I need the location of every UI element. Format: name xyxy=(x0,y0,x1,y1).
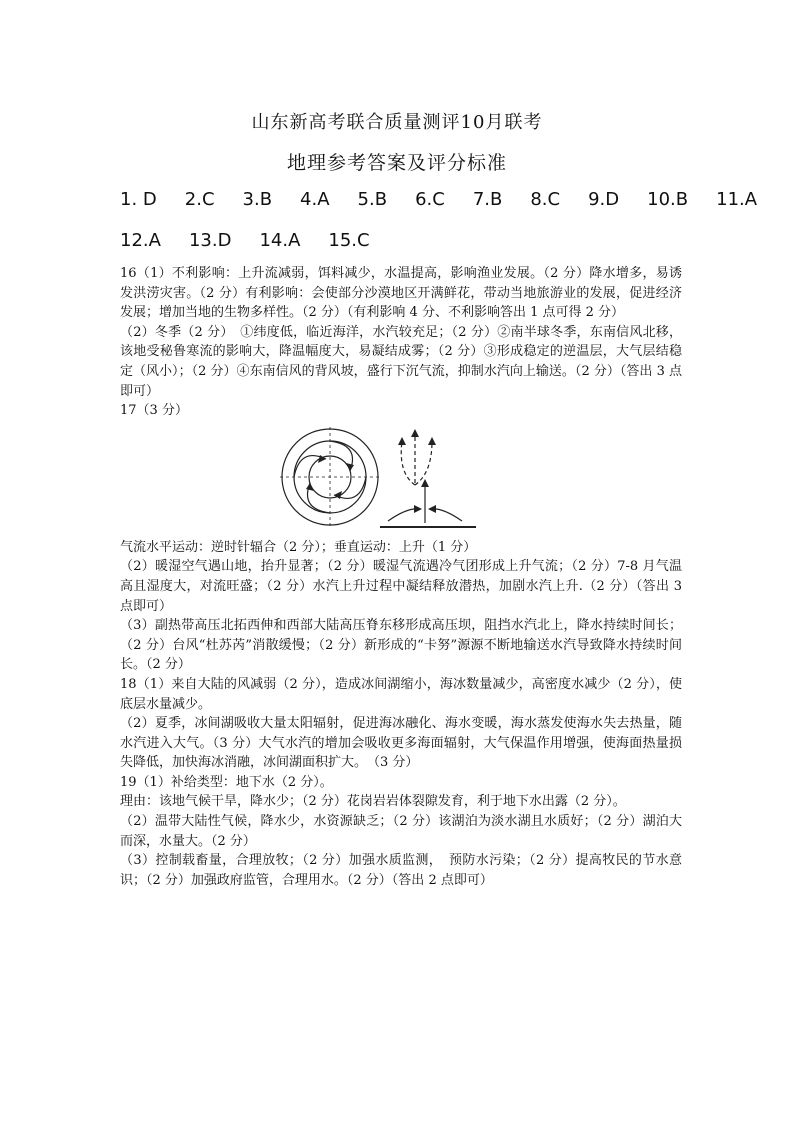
vertical-uplift-diagram xyxy=(380,433,476,527)
page-title: 山东新高考联合质量测评10月联考 xyxy=(251,112,543,133)
answer-key-row-2 xyxy=(120,230,398,251)
answer-item: 11.A xyxy=(716,189,758,210)
q19-part3: （3）控制载畜量，合理放牧；（2 分）加强水质监测， 预防水污染；（2 分）提高牧民的节水意识；（2 分）加强政府监管，合理用水。（2 分）（答出 2 点即可） xyxy=(120,853,682,888)
q17-part2: （2）暖湿空气遇山地，抬升显著；（2 分）暖湿气流遇冷气团形成上升气流；（2 分）7-8 月气温高且湿度大，对流旺盛；（2 分）水汽上升过程中凝结释放潜热，加剧水汽上升.（2 分）（答出 3 点即可） xyxy=(120,559,682,614)
q18-part2: （2）夏季，冰间湖吸收大量太阳辐射，促进海冰融化、海水变暖，海水蒸发使海水失去热量，随水汽进入大气。（3 分）大气水汽的增加会吸收更多海面辐射，大气保温作用增强，使海面热量损失降低，加快海冰消融，冰间湖面积扩大。 （3 分） xyxy=(120,716,682,771)
horizontal-convergence-diagram xyxy=(280,427,380,527)
answer-item: 4.A xyxy=(300,189,330,210)
answer-item: 8.C xyxy=(530,189,561,210)
q16-part1: 16（1）不利影响：上升流减弱，饵料减少，水温提高，影响渔业发展。（2 分）降水增多，易诱发洪涝灾害。（2 分）有利影响：会使部分沙漠地区开满鲜花，带动当地旅游业的发展，促进经济发展；增加当地的生物多样性。（2 分）（有利影响 4 分、不利影响答出 1 点可得 2 分） xyxy=(120,266,682,321)
answer-item: 14.A xyxy=(259,230,301,251)
answer-item: 13.D xyxy=(188,230,232,251)
answer-item: 2.C xyxy=(184,189,215,210)
answer-item: 6.C xyxy=(415,189,445,210)
q17-part3: （3）副热带高压北拓西伸和西部大陆高压脊东移形成高压坝，阻挡水汽北上，降水持续时间长；（2 分）台风“杜苏芮”消散缓慢；（2 分）新形成的“卡努”源源不断地输送水汽导致降水持续时间长。（2 分） xyxy=(120,618,682,673)
airflow-diagram xyxy=(280,423,520,535)
answer-item: 15.C xyxy=(328,230,370,251)
q19-part1a: 19（1）补给类型：地下水（2 分）。 xyxy=(120,774,333,790)
q17-diagram xyxy=(120,421,682,538)
q19-part2: （2）温带大陆性气候，降水少，水资源缺乏；（2 分）该湖泊为淡水湖且水质好；（2 分）湖泊大而深，水量大。（2 分） xyxy=(120,814,682,849)
answer-item: 9.D xyxy=(588,189,620,210)
q17-heading: 17（3 分） xyxy=(120,403,188,419)
q18-part1: 18（1）来自大陆的风减弱（2 分），造成冰间湖缩小，海冰数量减少，高密度水减少（2 分），使底层水量减少。 xyxy=(120,676,682,712)
answer-item: 12.A xyxy=(120,230,161,251)
answer-body xyxy=(120,264,682,890)
answer-item: 5.B xyxy=(357,189,388,210)
answer-item: 10.B xyxy=(647,189,689,210)
answer-item: 3.B xyxy=(242,189,273,210)
q16-part2: （2）冬季（2 分） ①纬度低，临近海洋，水汽较充足；（2 分）②南半球冬季，东南信风北移，该地受秘鲁寒流的影响大，降温幅度大，易凝结成雾；（2 分）③形成稳定的逆温层，大气层结稳定（风小）；（2 分）④东南信风的背风坡，盛行下沉气流，抑制水汽向上输送。（2 分）（答出 3 点即可） xyxy=(120,324,682,399)
uplift-arrowheads xyxy=(398,429,436,513)
page-subtitle: 地理参考答案及评分标准 xyxy=(286,152,507,174)
answer-item: 1. D xyxy=(120,189,157,210)
answer-item: 7.B xyxy=(472,189,503,210)
q19-part1b: 理由：该地气候干旱，降水少；（2 分）花岗岩岩体裂隙发育，利于地下水出露（2 分）。 xyxy=(120,794,626,810)
answer-key-row-1 xyxy=(120,189,785,210)
q17-part1: 气流水平运动：逆时针辐合（2 分）；垂直运动：上升（1 分） xyxy=(120,539,477,555)
